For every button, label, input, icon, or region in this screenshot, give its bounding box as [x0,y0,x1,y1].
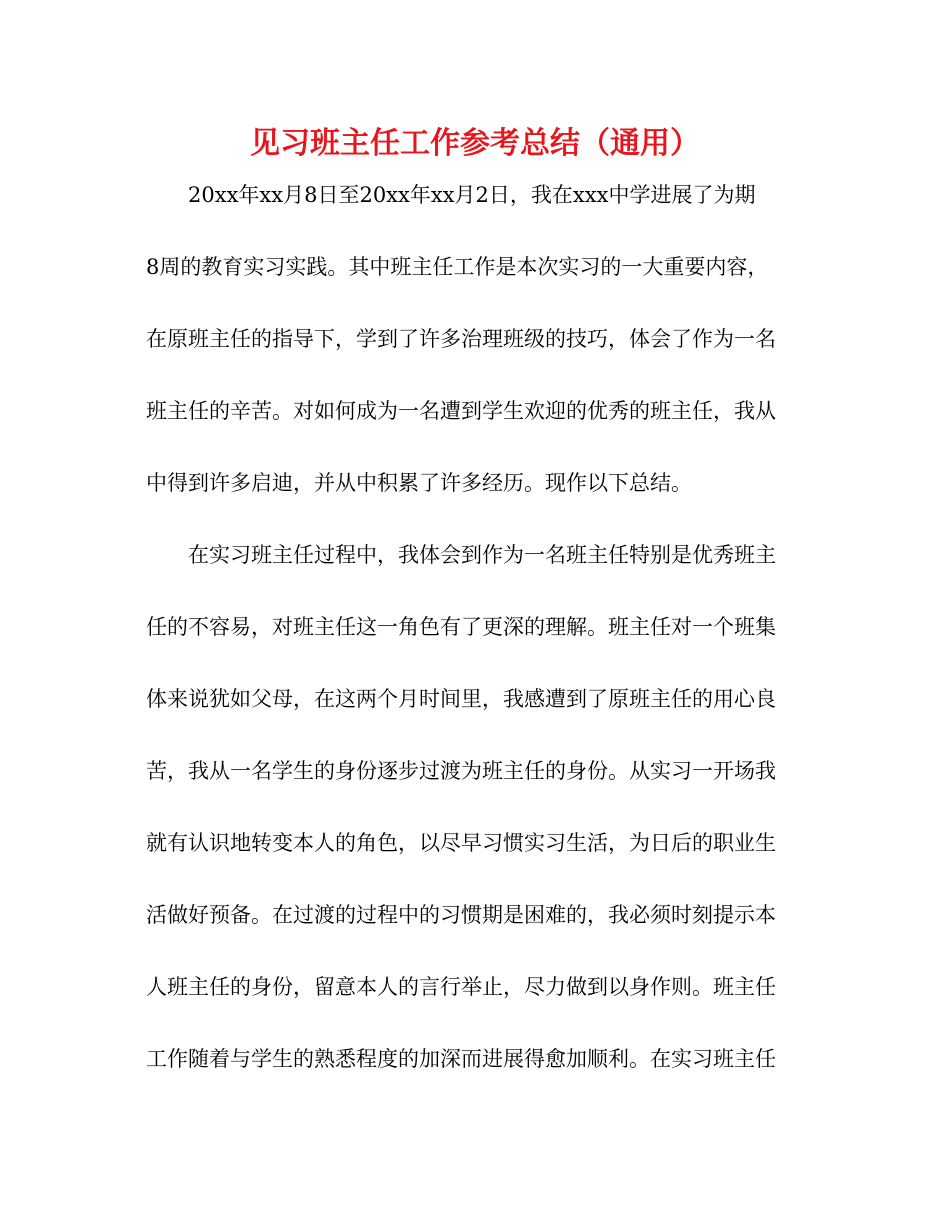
paragraph-2-line-2: 任的不容易，对班主任这一角色有了更深的理解。班主任对一个班集 [146,615,776,639]
paragraph-2-line-3: 体来说犹如父母，在这两个月时间里，我感遭到了原班主任的用心良 [146,687,776,711]
paragraph-2-line-1: 在实习班主任过程中，我体会到作为一名班主任特别是优秀班主 [188,543,776,567]
paragraph-1-line-4: 班主任的辛苦。对如何成为一名遭到学生欢迎的优秀的班主任，我从 [146,399,776,423]
paragraph-2-line-7: 人班主任的身份，留意本人的言行举止，尽力做到以身作则。班主任 [146,975,776,999]
paragraph-2-line-5: 就有认识地转变本人的角色，以尽早习惯实习生活，为日后的职业生 [146,831,776,855]
paragraph-2-line-8: 工作随着与学生的熟悉程度的加深而进展得愈加顺利。在实习班主任 [146,1047,776,1071]
document-title: 见习班主任工作参考总结（通用） [250,126,700,161]
paragraph-2-line-4: 苦，我从一名学生的身份逐步过渡为班主任的身份。从实习一开场我 [146,759,776,783]
paragraph-2-line-6: 活做好预备。在过渡的过程中的习惯期是困难的，我必须时刻提示本 [146,903,776,927]
paragraph-1-line-2: 8周的教育实习实践。其中班主任工作是本次实习的一大重要内容， [146,255,769,279]
paragraph-1-line-5: 中得到许多启迪，并从中积累了许多经历。现作以下总结。 [146,471,692,495]
paragraph-1-line-1: 20xx年xx月8日至20xx年xx月2日，我在xxx中学进展了为期 [188,183,756,207]
paragraph-1-line-3: 在原班主任的指导下，学到了许多治理班级的技巧，体会了作为一名 [146,327,776,351]
